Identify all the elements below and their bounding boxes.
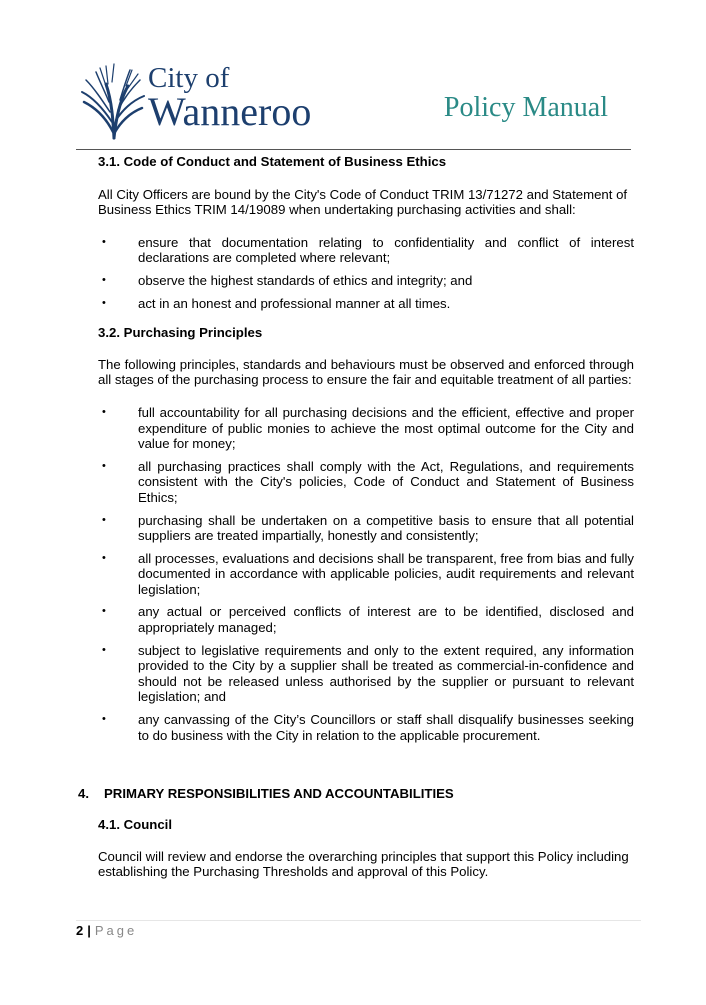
bullet-icon: • xyxy=(102,459,106,472)
list-item: • ensure that documentation relating to confidentiality and conflict of interest declarations are completed where relevant; xyxy=(102,234,634,266)
page-label: Page xyxy=(94,923,138,938)
bullet-icon: • xyxy=(102,273,106,286)
list-item: • act in an honest and professional manner at all times. xyxy=(102,295,451,311)
bullet-icon: • xyxy=(102,713,106,726)
footer-separator: | xyxy=(87,923,91,938)
list-item: • full accountability for all purchasing decisions and the efficient, effective and proper expenditure of public monies to achieve the most optimal outcome for the City and value for money; xyxy=(102,404,634,452)
heading-3-1: 3.1. Code of Conduct and Statement of Business Ethics xyxy=(98,154,447,169)
header-divider xyxy=(76,149,631,150)
heading-4-title: PRIMARY RESPONSIBILITIES AND ACCOUNTABILITIES xyxy=(104,786,454,801)
city-of-wanneroo-logo xyxy=(76,62,336,140)
heading-4-1: 4.1. Council xyxy=(98,817,173,832)
list-item: • all purchasing practices shall comply with the Act, Regulations, and requirements consistent with the City's policies, Code of Conduct and Statement of Business Ethics; xyxy=(102,458,634,505)
section-4-1 xyxy=(98,817,634,880)
manual-title: Policy Manual xyxy=(443,92,608,123)
paragraph-3-1-intro: All City Officers are bound by the City's Code of Conduct TRIM 13/71272 and Statement of Business Ethics TRIM 14/19089 when undertaking purchasing activities and shall: xyxy=(98,186,628,218)
list-item: • all processes, evaluations and decisions shall be transparent, free from bias and fully documented in accordance with applicable policies, audit requirements and relevant legislation; xyxy=(102,550,634,597)
heading-4-number: 4. xyxy=(78,786,89,801)
logo-text-wanneroo: Wanneroo xyxy=(148,89,312,134)
document-body xyxy=(98,154,634,743)
bullet-icon: • xyxy=(102,513,106,526)
bullet-list-3-1 xyxy=(98,235,634,311)
bullet-icon: • xyxy=(102,643,106,656)
grass-tree-logo-icon xyxy=(76,62,146,140)
logo-text-city-of: City of xyxy=(148,62,230,94)
page-header xyxy=(0,0,706,152)
footer-divider xyxy=(76,920,641,921)
list-item: • subject to legislative requirements and only to the extent required, any information provided to the City by a supplier shall be treated as commercial-in-confidence and should not be released unless authorised by the supplier or pursuant to relevant legislation; and xyxy=(102,642,634,705)
page-number: 2 xyxy=(76,923,84,938)
bullet-icon: • xyxy=(102,235,106,248)
bullet-icon: • xyxy=(102,605,106,618)
bullet-list-3-2 xyxy=(98,405,634,743)
page-footer xyxy=(76,923,137,938)
bullet-icon: • xyxy=(102,296,106,309)
paragraph-4-1: Council will review and endorse the overarching principles that support this Policy including establishing the Purchasing Thresholds and approval of this Policy. xyxy=(98,848,629,880)
heading-4 xyxy=(78,786,454,801)
bullet-icon: • xyxy=(102,405,106,418)
list-item: • purchasing shall be undertaken on a competitive basis to ensure that all potential suppliers are treated impartially, honestly and consistently; xyxy=(102,512,634,544)
bullet-icon: • xyxy=(102,551,106,564)
list-item: • any canvassing of the City’s Councillors or staff shall disqualify businesses seeking to do business with the City in relation to the applicable procurement. xyxy=(102,712,634,743)
list-item: • any actual or perceived conflicts of interest are to be identified, disclosed and appropriately managed; xyxy=(102,604,634,636)
paragraph-3-2-intro: The following principles, standards and behaviours must be observed and enforced through all stages of the purchasing process to ensure the fair and equitable treatment of all parties: xyxy=(98,356,634,388)
list-item: • observe the highest standards of ethics and integrity; and xyxy=(102,272,473,288)
heading-3-2: 3.2. Purchasing Principles xyxy=(98,325,263,341)
